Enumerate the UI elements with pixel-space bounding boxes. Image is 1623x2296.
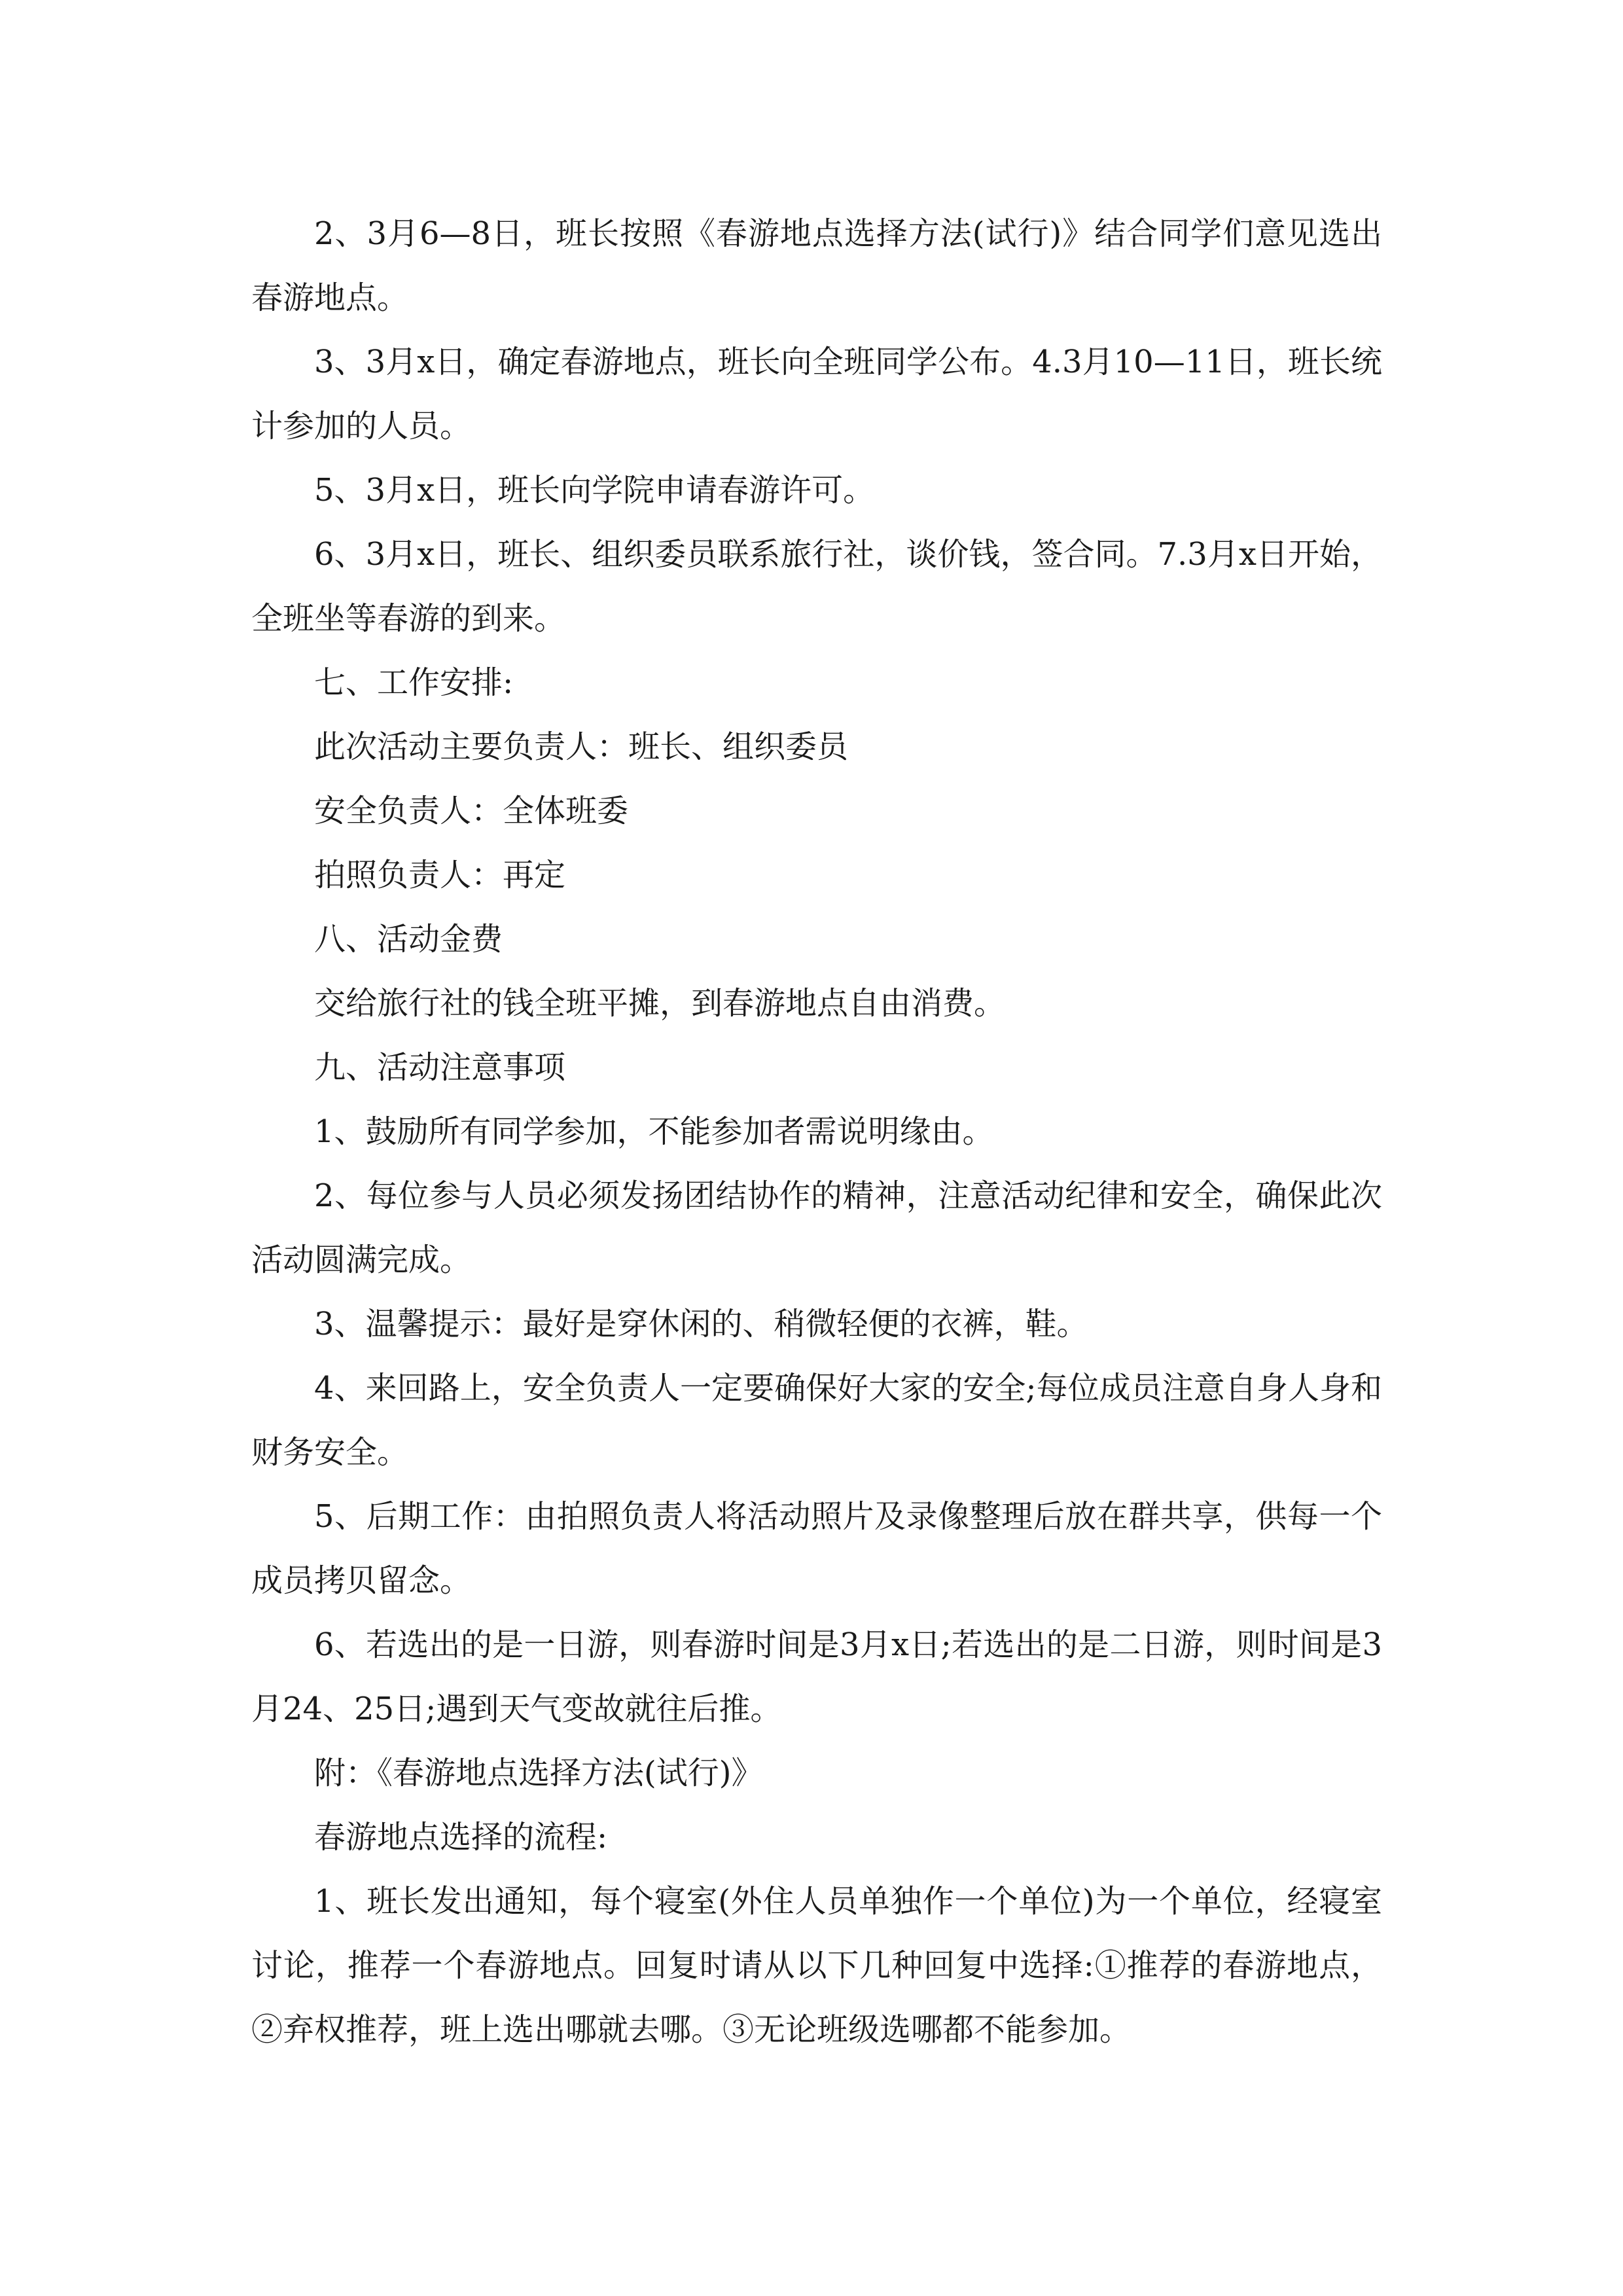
paragraph-main-person-in-charge: 此次活动主要负责人：班长、组织委员 [314,728,849,765]
paragraph-precaution-3: 3、温馨提示：最好是穿休闲的、稍微轻便的衣裤，鞋。 [314,1306,1088,1342]
heading-activity-fees: 八、活动金费 [314,921,503,958]
paragraph-schedule-3: 3、3月x日，确定春游地点，班长向全班同学公布。4.3月10—11日，班长统计参加的人员。 [251,344,1382,444]
heading-work-arrangement: 七、工作安排: [314,664,514,701]
paragraph-safety-person-in-charge: 安全负责人：全体班委 [314,793,629,829]
paragraph-precaution-4: 4、来回路上，安全负责人一定要确保好大家的安全;每位成员注意自身人身和财务安全。 [251,1370,1382,1471]
paragraph-photo-person-in-charge: 拍照负责人：再定 [314,857,566,893]
paragraph-fee-details: 交给旅行社的钱全班平摊，到春游地点自由消费。 [314,985,1006,1022]
heading-appendix: 附：《春游地点选择方法(试行)》 [314,1755,763,1791]
heading-precautions: 九、活动注意事项 [314,1049,566,1086]
paragraph-precaution-1: 1、鼓励所有同学参加，不能参加者需说明缘由。 [314,1113,994,1150]
heading-selection-process: 春游地点选择的流程: [314,1819,608,1856]
paragraph-precaution-5: 5、后期工作：由拍照负责人将活动照片及录像整理后放在群共享，供每一个成员拷贝留念。 [251,1498,1382,1599]
paragraph-precaution-6: 6、若选出的是一日游，则春游时间是3月x日;若选出的是二日游，则时间是3月24、25日;遇到天气变故就往后推。 [251,1626,1382,1727]
paragraph-schedule-5: 5、3月x日，班长向学院申请春游许可。 [314,472,875,509]
paragraph-schedule-6: 6、3月x日，班长、组织委员联系旅行社，谈价钱，签合同。7.3月x日开始，全班坐等春游的到来。 [251,536,1382,637]
paragraph-selection-step-1: 1、班长发出通知，每个寝室(外住人员单独作一个单位)为一个单位，经寝室讨论，推荐一个春游地点。回复时请从以下几种回复中选择:①推荐的春游地点，②弃权推荐，班上选出哪就去哪。③无论班级选哪都不能参加。 [251,1883,1382,2048]
document-body [251,202,1382,2062]
paragraph-schedule-2: 2、3月6—8日，班长按照《春游地点选择方法(试行)》结合同学们意见选出春游地点。 [251,215,1382,316]
paragraph-precaution-2: 2、每位参与人员必须发扬团结协作的精神，注意活动纪律和安全，确保此次活动圆满完成。 [251,1177,1382,1278]
